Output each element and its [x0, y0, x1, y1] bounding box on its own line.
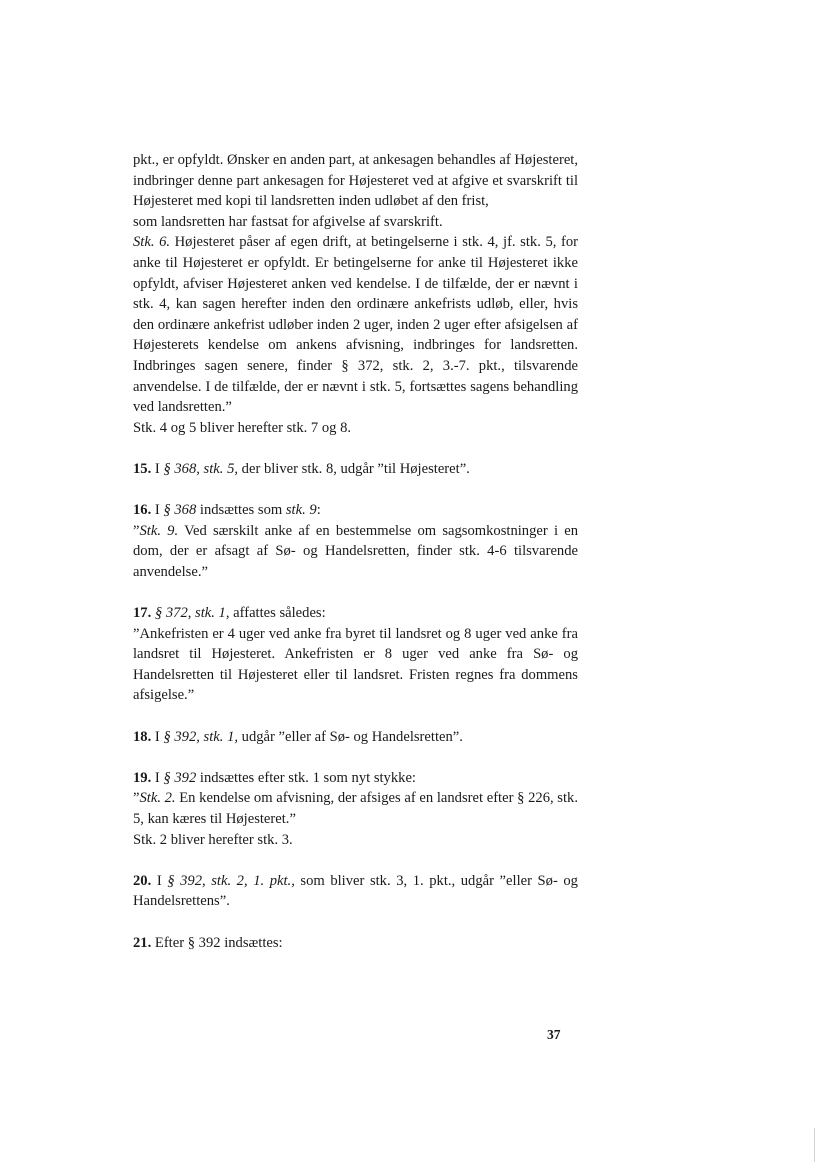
item-16: 16. I § 368 indsættes som stk. 9: [133, 502, 321, 519]
text-line: pkt., er opfyldt. Ønsker en anden part, at ankesagen behandles af [133, 152, 511, 168]
paragraph-stk45: Stk. 4 og 5 bliver herefter stk. 7 og 8. [133, 419, 352, 436]
scan-edge-mark [814, 1128, 815, 1162]
section-reference: § 368, stk. 5, [163, 460, 239, 477]
item-21: 21. Efter § 392 indsættes: [133, 934, 283, 951]
stk9-label: Stk. 9. [139, 522, 179, 539]
item-17: 17. § 372, stk. 1, affattes således: [133, 605, 326, 622]
section-reference: § 368 [163, 502, 197, 519]
paragraph-stk6 [133, 232, 578, 417]
text-line: svarskrift til Højesteret med kopi til landsretten inden udløbet af den frist, [133, 172, 579, 210]
item-number: 21. [133, 934, 152, 951]
item-number: 15. [133, 460, 152, 477]
stk6-label: Stk. 6. [133, 234, 171, 251]
item-20: 20. I § 392, stk. 2, 1. pkt., som bliver stk. 3, 1. pkt., udgår ”eller Sø- og Handelsrettens”. [133, 872, 578, 910]
text-line: Højesteret, indbringer denne part ankesagen for Højesteret ved at afgive et [133, 152, 578, 189]
item-19-after: Stk. 2 bliver herefter stk. 3. [133, 831, 293, 848]
item-19-quote: ”Stk. 2. En kendelse om afvisning, der afsiges af en landsret efter § 226, stk. 5, kan kæres til Højesteret.” [133, 790, 578, 827]
section-reference: § 392, stk. 1, [163, 728, 239, 745]
stk6-text: Højesteret påser af egen drift, at betingelserne i stk. 4, jf. stk. 5, for anke til Højesteret er opfyldt. Er betingelserne for anke til Højesteret ikke opfyldt, afviser Højesteret anken ved kendelse. I de tilfælde, der er nævnt i stk. 4, kan sagen herefter inden den ordinære ankefrists udløb, eller, hvis den ordinære ankefrist udløber inden 2 uger, inden 2 uger efter afsigelsen af Højesterets kendelse om ankens afvisning, indbringes for landsretten. Indbringes sagen senere, finder § 372, stk. 2, 3.-7. pkt., tilsvarende anvendelse. I de tilfælde, der er nævnt i stk. 5, fortsættes sagens behandling ved landsretten.” [133, 234, 579, 416]
paragraph-continuation [133, 150, 578, 212]
page-number: 37 [547, 1027, 561, 1042]
item-number: 16. [133, 502, 152, 519]
item-number: 19. [133, 769, 152, 786]
item-16-quote: ”Stk. 9. Ved særskilt anke af en bestemmelse om sagsomkostninger i en dom, der er afsagt af Sø- og Handelsretten, finder stk. 4-6 tilsvarende anvendelse.” [133, 522, 578, 580]
document-body [133, 150, 578, 953]
item-number: 17. [133, 605, 152, 622]
item-number: 18. [133, 728, 152, 745]
item-number: 20. [133, 872, 152, 889]
item-17-quote: ”Ankefristen er 4 uger ved anke fra byret til landsret og 8 uger ved anke fra landsret til Højesteret. Ankefristen er 8 uger ved anke fra Sø- og Handelsretten til Højesteret eller til landsret. Fristen regnes fra dommens afsigelse.” [133, 625, 578, 704]
section-reference: § 392, stk. 2, 1. pkt., [167, 872, 295, 889]
item-15: 15. I § 368, stk. 5, der bliver stk. 8, udgår ”til Højesteret”. [133, 460, 470, 477]
stk-reference: stk. 9 [285, 502, 317, 519]
item-19: 19. I § 392 indsættes efter stk. 1 som nyt stykke: [133, 769, 416, 786]
stk2-label: Stk. 2. [139, 790, 176, 807]
item-18: 18. I § 392, stk. 1, udgår ”eller af Sø- og Handelsretten”. [133, 728, 463, 745]
section-reference: § 372, stk. 1, [154, 605, 230, 622]
text-line-last: som landsretten har fastsat for afgivelse af svarskrift. [133, 213, 443, 230]
section-reference: § 392 [163, 769, 197, 786]
